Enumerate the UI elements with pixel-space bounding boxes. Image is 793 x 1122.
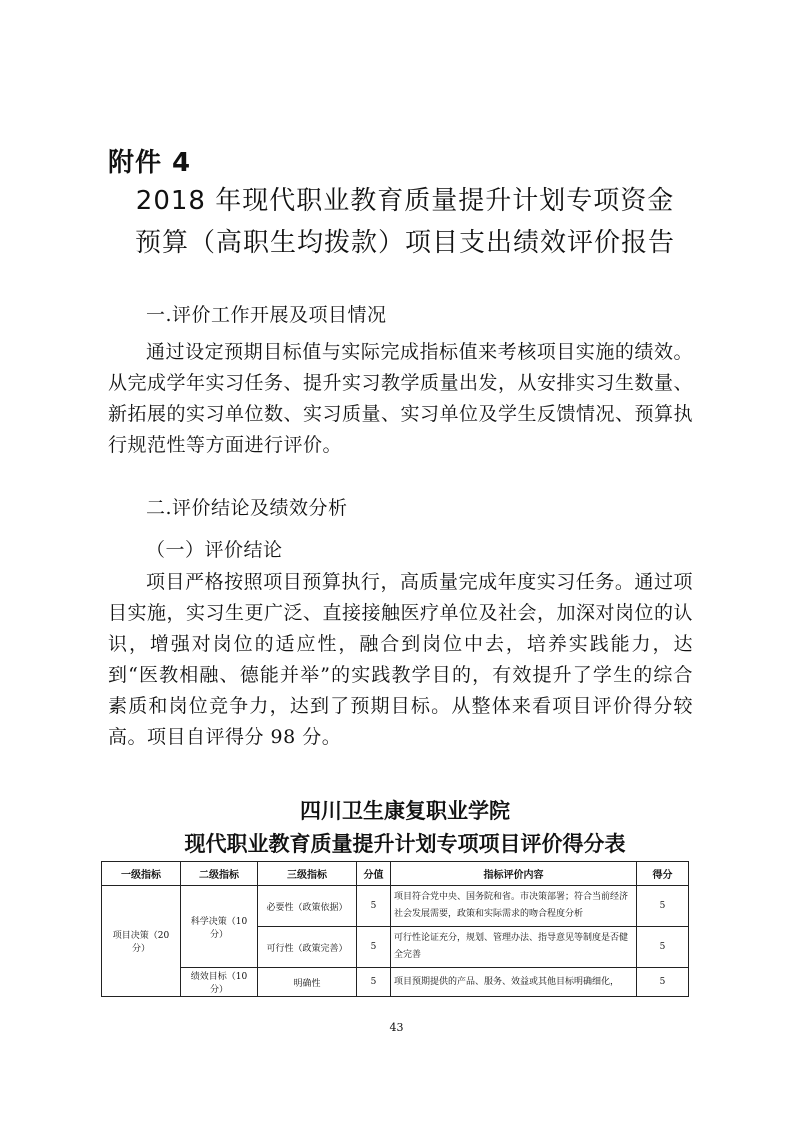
cell-points: 5 xyxy=(357,968,391,997)
cell-content: 项目预期提供的产品、服务、效益或其他目标明确细化， xyxy=(391,968,637,997)
cell-points: 5 xyxy=(357,927,391,968)
header-level2: 二级指标 xyxy=(181,862,258,886)
cell-score: 5 xyxy=(637,886,689,927)
section2-heading: 二.评价结论及绩效分析 xyxy=(146,497,348,519)
cell-content: 可行性论证充分，规划、管理办法、指导意见等制度是否健全完善 xyxy=(391,927,637,968)
cell-level3: 必要性（政策依据） xyxy=(258,886,357,927)
header-points: 分值 xyxy=(357,862,391,886)
section1-heading: 一.评价工作开展及项目情况 xyxy=(146,304,387,326)
cell-level1: 项目决策（20 分） xyxy=(102,886,181,997)
cell-score: 5 xyxy=(637,927,689,968)
table-title-school: 四川卫生康复职业学院 xyxy=(300,799,510,823)
cell-level3: 明确性 xyxy=(258,968,357,997)
table-row xyxy=(102,968,689,997)
table-title-name: 现代职业教育质量提升计划专项项目评价得分表 xyxy=(184,832,626,856)
cell-score: 5 xyxy=(637,968,689,997)
score-table xyxy=(101,861,689,997)
section2-subheading: （一）评价结论 xyxy=(146,539,283,561)
attachment-label: 附件 4 xyxy=(108,148,192,178)
header-level1: 一级指标 xyxy=(102,862,181,886)
cell-content: 项目符合党中央、国务院和省。市决策部署；符合当前经济社会发展需要，政策和实际需求的吻合程度分析 xyxy=(391,886,637,927)
report-title-line1: 2018 年现代职业教育质量提升计划专项资金 xyxy=(135,186,675,216)
header-level3: 三级指标 xyxy=(258,862,357,886)
header-score: 得分 xyxy=(637,862,689,886)
cell-level2: 科学决策（10 分） xyxy=(181,886,258,968)
page-number: 43 xyxy=(389,1021,404,1034)
table-row xyxy=(102,886,689,927)
cell-level2: 绩效目标（10 分） xyxy=(181,968,258,997)
section1-body: 通过设定预期目标值与实际完成指标值来考核项目实施的绩效。从完成学年实习任务、提升实习教学质量出发，从安排实习生数量、新拓展的实习单位数、实习质量、实习单位及学生反馈情况、预算执行规范性等方面进行评价。 xyxy=(108,341,694,456)
section2-body: 项目严格按照项目预算执行，高质量完成年度实习任务。通过项目实施，实习生更广泛、直接接触医疗单位及社会，加深对岗位的认识，增强对岗位的适应性，融合到岗位中去，培养实践能力，达到“医教相融、德能并举”的实践教学目的，有效提升了学生的综合素质和岗位竞争力，达到了预期目标。从整体来看项目评价得分较高。项目自评得分 98 分。 xyxy=(108,571,694,748)
report-title-line2: 预算（高职生均拨款）项目支出绩效评价报告 xyxy=(134,228,675,258)
header-content: 指标评价内容 xyxy=(391,862,637,886)
cell-points: 5 xyxy=(357,886,391,927)
table-header-row xyxy=(102,862,689,886)
cell-level3: 可行性（政策完善） xyxy=(258,927,357,968)
